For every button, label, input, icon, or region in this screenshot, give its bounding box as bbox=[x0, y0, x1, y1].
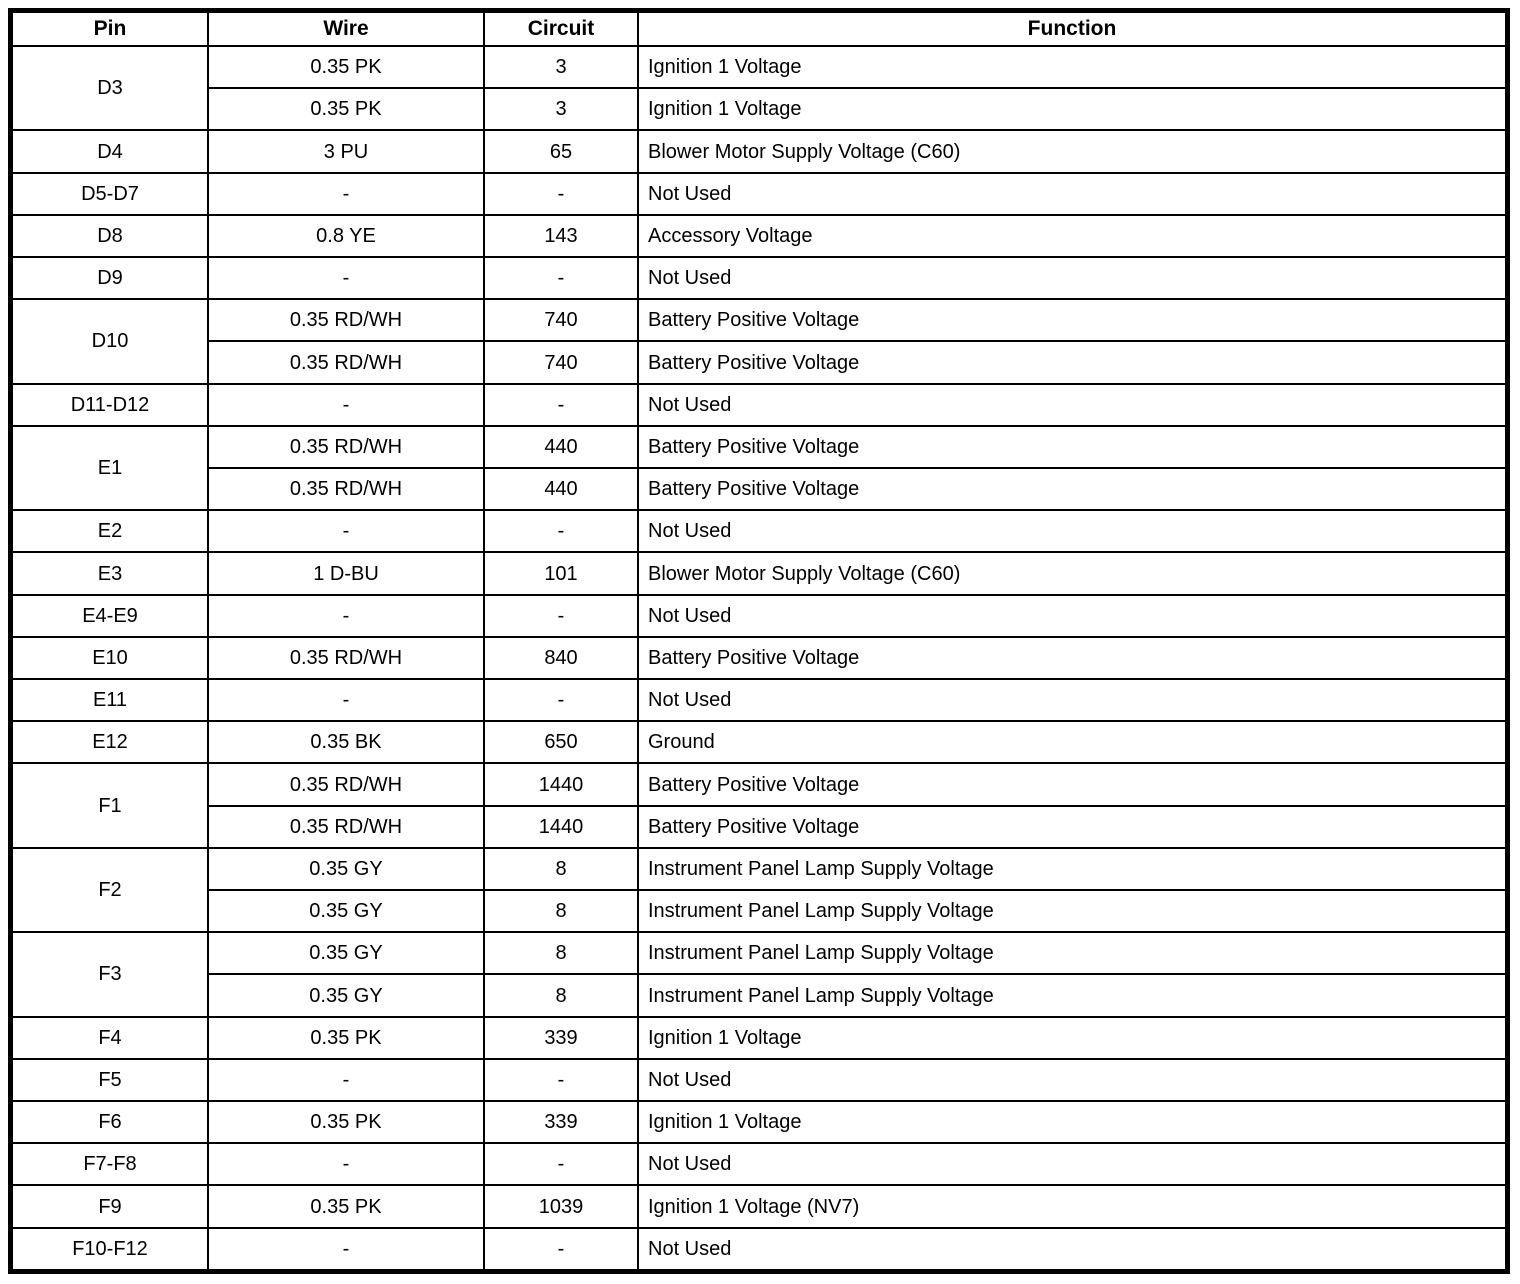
function-cell: Not Used bbox=[638, 1059, 1506, 1101]
table-row bbox=[12, 637, 1506, 679]
wire-cell: 3 PU bbox=[208, 130, 484, 172]
col-header-function: Function bbox=[638, 12, 1506, 46]
table-row bbox=[12, 341, 1506, 383]
pin-cell: E3 bbox=[12, 552, 208, 594]
pin-cell: D8 bbox=[12, 215, 208, 257]
circuit-cell: 1440 bbox=[484, 806, 638, 848]
pin-cell: F10-F12 bbox=[12, 1228, 208, 1270]
pin-cell: D3 bbox=[12, 46, 208, 130]
col-header-circuit: Circuit bbox=[484, 12, 638, 46]
wire-cell: 0.35 GY bbox=[208, 932, 484, 974]
function-cell: Not Used bbox=[638, 679, 1506, 721]
wire-cell: 0.35 RD/WH bbox=[208, 468, 484, 510]
function-cell: Battery Positive Voltage bbox=[638, 426, 1506, 468]
function-cell: Ignition 1 Voltage bbox=[638, 1017, 1506, 1059]
function-cell: Not Used bbox=[638, 1143, 1506, 1185]
table-row bbox=[12, 299, 1506, 341]
pin-cell: F2 bbox=[12, 848, 208, 932]
circuit-cell: 650 bbox=[484, 721, 638, 763]
wire-cell: 0.35 RD/WH bbox=[208, 341, 484, 383]
table-row bbox=[12, 468, 1506, 510]
circuit-cell: - bbox=[484, 1059, 638, 1101]
table-row bbox=[12, 88, 1506, 130]
function-cell: Not Used bbox=[638, 173, 1506, 215]
function-cell: Instrument Panel Lamp Supply Voltage bbox=[638, 848, 1506, 890]
function-cell: Ignition 1 Voltage bbox=[638, 88, 1506, 130]
function-cell: Blower Motor Supply Voltage (C60) bbox=[638, 130, 1506, 172]
table-row bbox=[12, 426, 1506, 468]
circuit-cell: - bbox=[484, 173, 638, 215]
function-cell: Not Used bbox=[638, 595, 1506, 637]
table-row bbox=[12, 215, 1506, 257]
circuit-cell: 1039 bbox=[484, 1185, 638, 1227]
circuit-cell: 65 bbox=[484, 130, 638, 172]
table-row bbox=[12, 806, 1506, 848]
table-row bbox=[12, 848, 1506, 890]
pinout-table bbox=[11, 11, 1507, 1271]
function-cell: Instrument Panel Lamp Supply Voltage bbox=[638, 932, 1506, 974]
pin-cell: F6 bbox=[12, 1101, 208, 1143]
wire-cell: 0.35 RD/WH bbox=[208, 806, 484, 848]
table-row bbox=[12, 130, 1506, 172]
wire-cell: 0.35 PK bbox=[208, 88, 484, 130]
wire-cell: - bbox=[208, 257, 484, 299]
table-row bbox=[12, 510, 1506, 552]
circuit-cell: 8 bbox=[484, 932, 638, 974]
pinout-table-body bbox=[12, 46, 1506, 1270]
pin-cell: E4-E9 bbox=[12, 595, 208, 637]
wire-cell: - bbox=[208, 384, 484, 426]
table-row bbox=[12, 173, 1506, 215]
circuit-cell: - bbox=[484, 1228, 638, 1270]
circuit-cell: 740 bbox=[484, 299, 638, 341]
function-cell: Battery Positive Voltage bbox=[638, 637, 1506, 679]
table-row bbox=[12, 974, 1506, 1016]
function-cell: Ignition 1 Voltage (NV7) bbox=[638, 1185, 1506, 1227]
circuit-cell: 8 bbox=[484, 974, 638, 1016]
wire-cell: 0.35 PK bbox=[208, 1185, 484, 1227]
wire-cell: 0.35 RD/WH bbox=[208, 299, 484, 341]
pin-cell: F5 bbox=[12, 1059, 208, 1101]
pin-cell: D9 bbox=[12, 257, 208, 299]
function-cell: Battery Positive Voltage bbox=[638, 763, 1506, 805]
wire-cell: 0.35 BK bbox=[208, 721, 484, 763]
wire-cell: - bbox=[208, 1059, 484, 1101]
circuit-cell: 840 bbox=[484, 637, 638, 679]
wire-cell: 0.35 RD/WH bbox=[208, 637, 484, 679]
wire-cell: 0.35 PK bbox=[208, 1101, 484, 1143]
function-cell: Not Used bbox=[638, 384, 1506, 426]
pin-cell: E12 bbox=[12, 721, 208, 763]
pin-cell: D10 bbox=[12, 299, 208, 383]
table-row bbox=[12, 1143, 1506, 1185]
circuit-cell: - bbox=[484, 679, 638, 721]
circuit-cell: 3 bbox=[484, 88, 638, 130]
pin-cell: F9 bbox=[12, 1185, 208, 1227]
function-cell: Blower Motor Supply Voltage (C60) bbox=[638, 552, 1506, 594]
function-cell: Battery Positive Voltage bbox=[638, 806, 1506, 848]
wire-cell: - bbox=[208, 595, 484, 637]
circuit-cell: - bbox=[484, 257, 638, 299]
wire-cell: - bbox=[208, 510, 484, 552]
function-cell: Not Used bbox=[638, 510, 1506, 552]
circuit-cell: 8 bbox=[484, 890, 638, 932]
circuit-cell: - bbox=[484, 1143, 638, 1185]
function-cell: Accessory Voltage bbox=[638, 215, 1506, 257]
table-row bbox=[12, 932, 1506, 974]
table-row bbox=[12, 552, 1506, 594]
wire-cell: - bbox=[208, 1143, 484, 1185]
pin-cell: F3 bbox=[12, 932, 208, 1016]
table-row bbox=[12, 1017, 1506, 1059]
function-cell: Not Used bbox=[638, 1228, 1506, 1270]
pinout-table-page bbox=[8, 8, 1510, 1274]
table-row bbox=[12, 1228, 1506, 1270]
table-row bbox=[12, 679, 1506, 721]
pin-cell: E1 bbox=[12, 426, 208, 510]
function-cell: Battery Positive Voltage bbox=[638, 299, 1506, 341]
circuit-cell: - bbox=[484, 595, 638, 637]
table-row bbox=[12, 46, 1506, 88]
function-cell: Ignition 1 Voltage bbox=[638, 1101, 1506, 1143]
table-row bbox=[12, 763, 1506, 805]
pin-cell: E11 bbox=[12, 679, 208, 721]
wire-cell: 0.35 RD/WH bbox=[208, 426, 484, 468]
table-row bbox=[12, 384, 1506, 426]
pin-cell: D4 bbox=[12, 130, 208, 172]
wire-cell: 0.35 PK bbox=[208, 46, 484, 88]
function-cell: Battery Positive Voltage bbox=[638, 341, 1506, 383]
wire-cell: - bbox=[208, 1228, 484, 1270]
circuit-cell: 440 bbox=[484, 426, 638, 468]
wire-cell: 0.8 YE bbox=[208, 215, 484, 257]
table-row bbox=[12, 721, 1506, 763]
pin-cell: F7-F8 bbox=[12, 1143, 208, 1185]
function-cell: Ignition 1 Voltage bbox=[638, 46, 1506, 88]
col-header-wire: Wire bbox=[208, 12, 484, 46]
circuit-cell: 339 bbox=[484, 1101, 638, 1143]
col-header-pin: Pin bbox=[12, 12, 208, 46]
circuit-cell: - bbox=[484, 384, 638, 426]
table-row bbox=[12, 257, 1506, 299]
wire-cell: 0.35 GY bbox=[208, 848, 484, 890]
pin-cell: E2 bbox=[12, 510, 208, 552]
table-row bbox=[12, 595, 1506, 637]
function-cell: Instrument Panel Lamp Supply Voltage bbox=[638, 974, 1506, 1016]
table-row bbox=[12, 1059, 1506, 1101]
circuit-cell: 101 bbox=[484, 552, 638, 594]
wire-cell: 0.35 GY bbox=[208, 974, 484, 1016]
wire-cell: 0.35 GY bbox=[208, 890, 484, 932]
circuit-cell: 1440 bbox=[484, 763, 638, 805]
circuit-cell: 8 bbox=[484, 848, 638, 890]
function-cell: Ground bbox=[638, 721, 1506, 763]
table-row bbox=[12, 890, 1506, 932]
header-row bbox=[12, 12, 1506, 46]
pin-cell: F4 bbox=[12, 1017, 208, 1059]
circuit-cell: 3 bbox=[484, 46, 638, 88]
table-row bbox=[12, 1185, 1506, 1227]
function-cell: Battery Positive Voltage bbox=[638, 468, 1506, 510]
wire-cell: 0.35 PK bbox=[208, 1017, 484, 1059]
wire-cell: - bbox=[208, 173, 484, 215]
pin-cell: E10 bbox=[12, 637, 208, 679]
circuit-cell: 339 bbox=[484, 1017, 638, 1059]
wire-cell: 1 D-BU bbox=[208, 552, 484, 594]
pin-cell: D11-D12 bbox=[12, 384, 208, 426]
function-cell: Instrument Panel Lamp Supply Voltage bbox=[638, 890, 1506, 932]
pinout-table-header bbox=[12, 12, 1506, 46]
circuit-cell: 143 bbox=[484, 215, 638, 257]
pin-cell: F1 bbox=[12, 763, 208, 847]
function-cell: Not Used bbox=[638, 257, 1506, 299]
circuit-cell: 440 bbox=[484, 468, 638, 510]
circuit-cell: - bbox=[484, 510, 638, 552]
wire-cell: - bbox=[208, 679, 484, 721]
wire-cell: 0.35 RD/WH bbox=[208, 763, 484, 805]
pin-cell: D5-D7 bbox=[12, 173, 208, 215]
circuit-cell: 740 bbox=[484, 341, 638, 383]
table-row bbox=[12, 1101, 1506, 1143]
